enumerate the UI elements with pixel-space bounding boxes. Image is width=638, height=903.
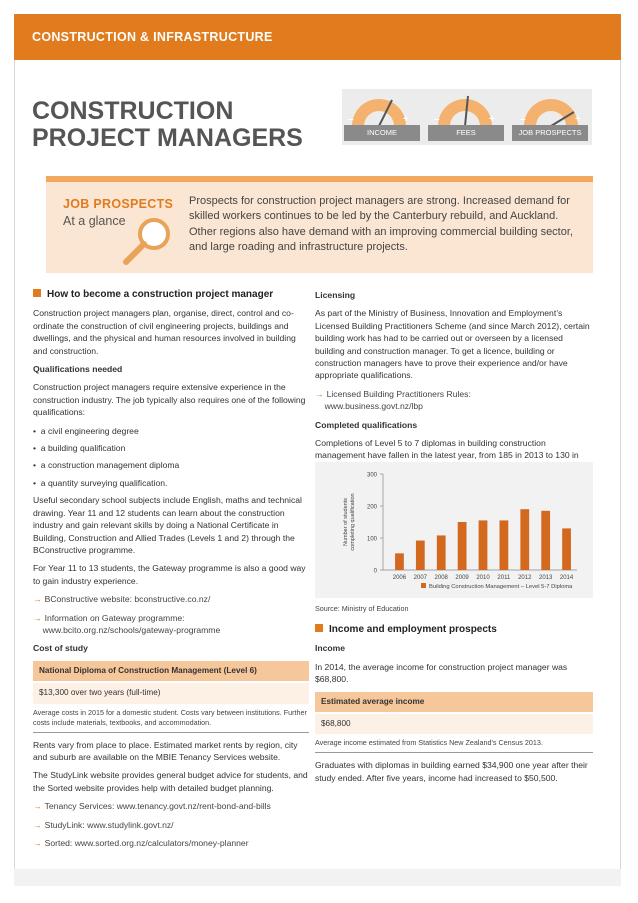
x-tick-label: 2009 bbox=[455, 575, 469, 581]
gauge-label-fees: FEES bbox=[428, 125, 504, 141]
bar bbox=[520, 509, 529, 570]
completed-heading: Completed qualifications bbox=[315, 419, 418, 430]
income-note: Average income estimated from Statistics New Zealand’s Census 2013. bbox=[315, 738, 543, 748]
section-square-icon bbox=[315, 624, 323, 632]
income-subheading: Income bbox=[315, 643, 346, 654]
title-line-1: CONSTRUCTION bbox=[32, 97, 234, 125]
x-tick-label: 2010 bbox=[476, 575, 490, 581]
income-heading: Income and employment prospects bbox=[329, 624, 497, 635]
lbp-link[interactable]: → Licensed Building Practitioners Rules: www.business.govt.nz/lbp bbox=[315, 388, 471, 412]
at-a-glance-heading: JOB PROSPECTS bbox=[63, 197, 174, 211]
gauge-plus: + bbox=[489, 114, 495, 125]
bar bbox=[500, 520, 509, 570]
bar bbox=[541, 511, 550, 570]
gauge-minus: – bbox=[348, 114, 354, 125]
title-line-2: PROJECT MANAGERS bbox=[32, 124, 303, 152]
y-tick-label: 300 bbox=[366, 472, 377, 479]
completions-bar-chart bbox=[315, 462, 593, 598]
chart-panel bbox=[315, 462, 593, 598]
gauge-minus: – bbox=[520, 114, 526, 125]
income-text: In 2014, the average income for construction project manager was $68,800. bbox=[315, 661, 568, 685]
gateway-text: For Year 11 to 13 students, the Gateway programme is also a good way to gain industry experience. bbox=[33, 563, 306, 586]
at-a-glance-top-border bbox=[46, 176, 593, 182]
gauge-plus: + bbox=[575, 114, 581, 125]
tenancy-link[interactable]: → Tenancy Services: www.tenancy.govt.nz/rent-bond-and-bills bbox=[33, 801, 271, 812]
cost-table-header: National Diploma of Construction Management (Level 6) bbox=[33, 661, 309, 681]
licensing-heading: Licensing bbox=[315, 290, 356, 300]
income-table-header: Estimated average income bbox=[315, 692, 593, 712]
gateway-link[interactable]: → Information on Gateway programme: www.bcito.org.nz/schools/gateway-programme bbox=[33, 612, 221, 635]
x-tick-label: 2011 bbox=[497, 575, 511, 581]
legend-label: Building Construction Management – Level 5-7 Diploma bbox=[429, 584, 573, 590]
arrow-icon: → bbox=[315, 388, 324, 399]
list-item: • a quantity surveying qualification. bbox=[33, 477, 168, 488]
arrow-icon: → bbox=[33, 838, 42, 848]
y-axis-label: completing qualification bbox=[350, 493, 356, 551]
at-a-glance-text: Prospects for construction project managers are strong. Increased demand for skilled workers continues to be led by the Canterbury rebuild, and Auckland. Other regions also have demand with an improving commercial building sector, and large roading and infrastructure projects. bbox=[189, 195, 573, 253]
at-a-glance-subheading: At a glance bbox=[63, 214, 126, 228]
section-header-bar bbox=[14, 14, 621, 60]
section-label: CONSTRUCTION & INFRASTRUCTURE bbox=[32, 30, 273, 44]
list-item: • a construction management diploma bbox=[33, 460, 180, 471]
licensing-text: As part of the Ministry of Business, Innovation and Employment’s Licensed Building Practitioners Scheme (and since March 2012), certain building work has had to be carried out or overseen by a licensed building and construction manager. To get a licence, building or construction managers have to prove their experience and/or have appropriate qualifications. bbox=[315, 308, 590, 381]
x-tick-label: 2006 bbox=[392, 575, 407, 581]
footer-bar bbox=[14, 869, 621, 886]
right-column bbox=[315, 289, 593, 480]
fees-gauge-icon bbox=[430, 92, 500, 128]
gauge-labels bbox=[342, 125, 592, 141]
studylink-text: The StudyLink website provides general budget advice for students, and the Sorted website provides help with detailed budget planning. bbox=[33, 770, 308, 793]
cost-table-value: $13,300 over two years (full-time) bbox=[33, 683, 309, 703]
page-title bbox=[32, 98, 303, 152]
cost-note: Average costs in 2015 for a domestic student. Costs vary between institutions. Further costs include materials, textbooks, and accommodation. bbox=[33, 707, 307, 727]
x-tick-label: 2008 bbox=[434, 575, 448, 581]
school-text: Useful secondary school subjects include English, maths and technical drawing. Year 11 and 12 students can learn about the construction industry and gain relevant skills by doing a National Certificate in Building, Construction and Allied Trades (Levels 1 and 2) through the BConstructive programme. bbox=[33, 495, 302, 555]
income-gauge-icon bbox=[344, 92, 414, 128]
gauge-label-prospects: JOB PROSPECTS bbox=[512, 125, 588, 141]
chart-source: Source: Ministry of Education bbox=[315, 604, 409, 613]
x-tick-label: 2014 bbox=[559, 575, 574, 581]
list-item: • a building qualification bbox=[33, 443, 126, 454]
divider bbox=[33, 732, 309, 733]
divider bbox=[315, 752, 593, 753]
arrow-icon: → bbox=[33, 801, 42, 812]
arrow-icon: → bbox=[33, 819, 42, 830]
arrow-icon: → bbox=[33, 594, 42, 605]
arrow-icon: → bbox=[33, 612, 42, 623]
y-tick-label: 100 bbox=[366, 536, 377, 543]
prospects-gauge-icon bbox=[516, 92, 586, 128]
studylink-link[interactable]: → StudyLink: www.studylink.govt.nz/ bbox=[33, 819, 174, 830]
x-tick-label: 2013 bbox=[538, 575, 553, 581]
section-square-icon bbox=[33, 289, 41, 297]
right-column-lower bbox=[315, 604, 593, 790]
how-heading: How to become a construction project manager bbox=[47, 289, 274, 300]
cost-heading: Cost of study bbox=[33, 643, 88, 654]
bar bbox=[395, 553, 404, 570]
bar bbox=[479, 520, 488, 570]
x-tick-label: 2007 bbox=[413, 575, 428, 581]
y-axis-label: Number of students bbox=[343, 498, 349, 546]
y-tick-label: 0 bbox=[373, 568, 377, 575]
x-tick-label: 2012 bbox=[518, 575, 532, 581]
list-item: • a civil engineering degree bbox=[33, 425, 139, 436]
graduate-text: Graduates with diplomas in building earned $34,900 one year after their study ended. After five years, income had increased to $50,500. bbox=[315, 760, 588, 783]
bconstructive-link[interactable]: → BConstructive website: bconstructive.co.nz/ bbox=[33, 594, 211, 605]
gauge-label-income: INCOME bbox=[344, 125, 420, 141]
gauge-minus: – bbox=[434, 114, 440, 125]
legend-swatch bbox=[421, 583, 426, 588]
bar bbox=[458, 522, 467, 570]
y-tick-label: 200 bbox=[366, 504, 377, 511]
qual-heading: Qualifications needed bbox=[33, 364, 123, 375]
income-table-value: $68,800 bbox=[315, 714, 593, 734]
intro-text: Construction project managers plan, organise, direct, control and co-ordinate the construction of civil engineering projects, buildings and dwellings, and the physical and human resources involved in building and construction. bbox=[33, 308, 296, 356]
bar bbox=[437, 535, 446, 570]
bar bbox=[416, 541, 425, 570]
magnifier-icon bbox=[118, 212, 178, 272]
bar bbox=[562, 528, 571, 570]
sorted-link[interactable]: → Sorted: www.sorted.org.nz/calculators/money-planner bbox=[33, 838, 249, 848]
rent-text: Rents vary from place to place. Estimated market rents by region, city and suburb are available on the MBIE Tenancy Services website. bbox=[33, 739, 298, 762]
completed-text: Completions of Level 5 to 7 diplomas in building construction management have fallen in the latest year, from 185 in 2013 to 130 in bbox=[315, 438, 579, 461]
gauge-plus: + bbox=[403, 114, 409, 125]
qual-text: Construction project managers require extensive experience in the construction industry. The job typically also requires one of the following qualifications: bbox=[33, 382, 306, 418]
left-column bbox=[33, 289, 309, 855]
